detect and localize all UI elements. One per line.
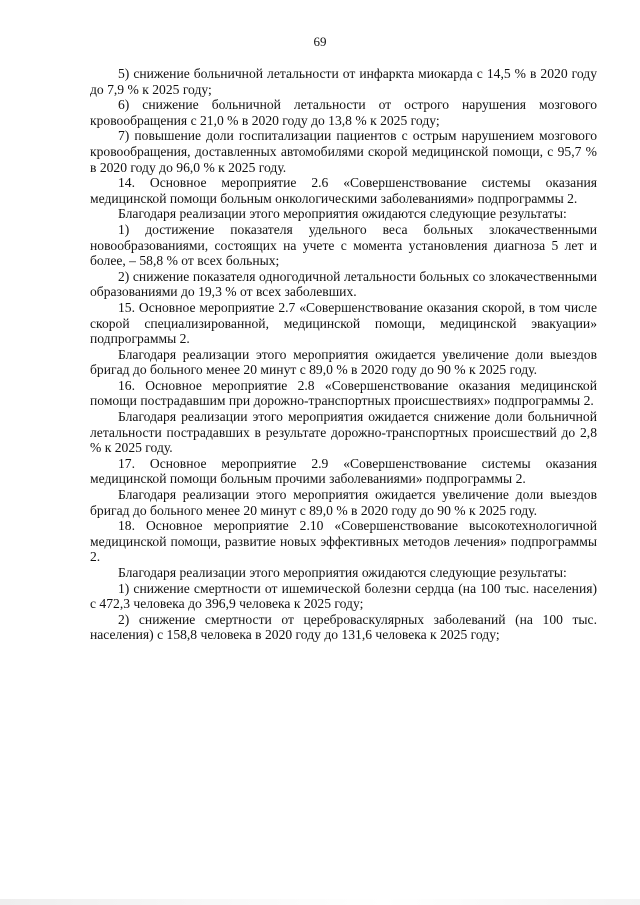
paragraph-result-cerebrovascular: 2) снижение смертности от цереброваскулярных заболеваний (на 100 тыс. населения) с 158,8 человека в 2020 году до 131,6 человека к 2025 году; [90, 611, 597, 643]
paragraph-expected-2-9: Благодаря реализации этого мероприятия ожидается увеличение доли выездов бригад до больного менее 20 минут с 89,0 % в 2020 году до 90 % к 2025 году. [90, 487, 597, 518]
paragraph-item-7: 7) повышение доли госпитализации пациентов с острым нарушением мозгового кровообращения, доставленных автомобилями скорой медицинской помощи, с 95,7 % в 2020 году до 96,0 % к 2025 году. [90, 128, 597, 175]
paragraph-result-2: 2) снижение показателя одногодичной летальности больных со злокачественными образованиями до 19,3 % от всех заболевших. [90, 268, 597, 300]
paragraph-measure-2-7: 15. Основное мероприятие 2.7 «Совершенствование оказания скорой, в том числе скорой специализированной, медицинской помощи, медицинской эвакуации» подпрограммы 2. [90, 299, 597, 347]
paragraph-expected-2-8: Благодаря реализации этого мероприятия ожидается снижение доли больничной летальности пострадавших в результате дорожно-транспортных происшествий до 2,8 % к 2025 году. [90, 409, 597, 456]
paragraph-result-1: 1) достижение показателя удельного веса больных злокачественными новообразованиями, состоящих на учете с момента установления диагноза 5 лет и более, – 58,8 % от всех больных; [90, 221, 597, 269]
paragraph-result-ischemic: 1) снижение смертности от ишемической болезни сердца (на 100 тыс. населения) с 472,3 человека до 396,9 человека к 2025 году; [90, 580, 597, 612]
paragraph-results-intro: Благодаря реализации этого мероприятия ожидаются следующие результаты: [118, 206, 567, 222]
paragraph-measure-2-10: 18. Основное мероприятие 2.10 «Совершенствование высокотехнологичной медицинской помощи, развитие новых эффективных методов лечения» подпрограммы 2. [90, 518, 597, 565]
scan-edge [0, 899, 640, 905]
paragraph-item-5: 5) снижение больничной летальности от инфаркта миокарда с 14,5 % в 2020 году до 7,9 % к 2025 году; [90, 66, 597, 97]
paragraph-measure-2-8: 16. Основное мероприятие 2.8 «Совершенствование оказания медицинской помощи пострадавшим при дорожно-транспортных происшествиях» подпрограммы 2. [90, 377, 597, 409]
page-number: 69 [313, 34, 327, 49]
document-body [90, 66, 597, 643]
paragraph-item-6: 6) снижение больничной летальности от острого нарушения мозгового кровообращения с 21,0 % в 2020 году до 13,8 % к 2025 году; [90, 97, 597, 128]
paragraph-results-intro-2: Благодаря реализации этого мероприятия ожидаются следующие результаты: [118, 565, 567, 580]
paragraph-expected-2-7: Благодаря реализации этого мероприятия ожидается увеличение доли выездов бригад до больного менее 20 минут с 89,0 % в 2020 году до 90 % к 2025 году. [90, 346, 597, 378]
paragraph-measure-2-9: 17. Основное мероприятие 2.9 «Совершенствование системы оказания медицинской помощи больным прочими заболеваниями» подпрограммы 2. [90, 455, 597, 487]
paragraph-measure-2-6: 14. Основное мероприятие 2.6 «Совершенствование системы оказания медицинской помощи больным онкологическими заболеваниями» подпрограммы 2. [90, 175, 597, 206]
